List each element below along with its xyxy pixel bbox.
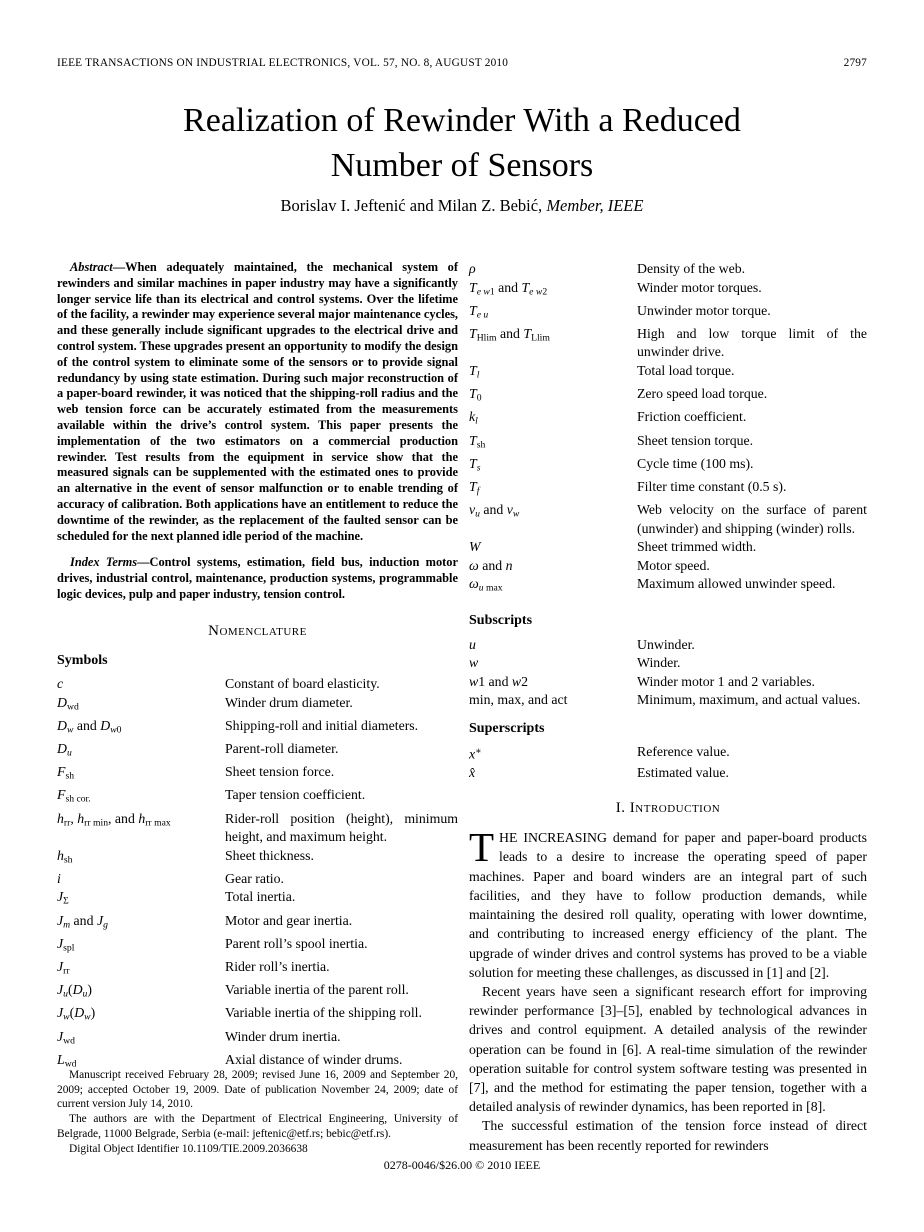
symbol-term: $J_u(D_u)$ — [57, 982, 92, 1000]
symbol-description: Density of the web. — [637, 261, 746, 276]
intro-paragraph-2: Recent years have seen a significant research effort for improving rewinder performance [3]–[5], enabled by technological advances in drives and control equipment. A detailed analysis of the rewinder operation can be found in [6]. A real-time simulation of the rewinder operation suitable for control system software testing was presented in [7], and the method for estimating the paper tension, together with a detailed analysis of rewinder dynamics, has been reported in [8]. — [469, 983, 867, 1115]
symbol-description: Taper tension coefficient. — [225, 787, 366, 803]
intro-paragraph-3: The successful estimation of the tension force instead of direct measurement has been recently reported for rewinders — [469, 1118, 867, 1153]
symbol-term: c — [57, 676, 64, 692]
symbol-term: $T_l$ — [469, 362, 480, 381]
symbol-term: $T_f$ — [469, 478, 480, 497]
subscript-description: Minimum, maximum, and actual values. — [637, 692, 861, 708]
drop-cap: T — [469, 824, 495, 871]
symbol-description: Unwinder motor torque. — [637, 302, 771, 318]
nomenclature-row — [469, 501, 867, 538]
left-column — [57, 260, 458, 1074]
symbol-description: Winder drum inertia. — [225, 1028, 341, 1044]
nomenclature-row — [469, 478, 867, 501]
nomenclature-row — [469, 691, 867, 710]
symbol-description: Motor and gear inertia. — [225, 912, 353, 928]
nomenclature-row — [57, 1004, 458, 1027]
index-terms-text: —Control systems, estimation, field bus, induction motor drives, industrial control, maintenance, production systems, programmable logic devices, pulp and paper industry, tension control. — [57, 555, 458, 601]
symbol-description: Sheet tension torque. — [637, 432, 754, 448]
symbol-description: Sheet thickness. — [225, 847, 314, 863]
subscripts-list — [469, 636, 867, 710]
subscript-term: u — [469, 636, 476, 652]
nomenclature-row — [57, 981, 458, 1004]
nomenclature-row — [57, 912, 458, 935]
symbol-description: Maximum allowed unwinder speed. — [637, 576, 836, 592]
nomenclature-row — [57, 740, 458, 763]
symbol-term: $J_m$ and $J_g$ — [57, 912, 108, 931]
nomenclature-row — [57, 786, 458, 809]
nomenclature-row — [469, 455, 867, 478]
journal-line: IEEE TRANSACTIONS ON INDUSTRIAL ELECTRONICS, VOL. 57, NO. 8, AUGUST 2010 — [57, 57, 509, 69]
page-number: 2797 — [843, 57, 867, 69]
superscript-description: Reference value. — [637, 743, 730, 759]
nomenclature-row — [57, 870, 458, 889]
symbol-description: Variable inertia of the parent roll. — [225, 982, 409, 998]
nomenclature-heading: Nomenclature — [208, 622, 307, 639]
symbol-term: $J_\Sigma$ — [57, 889, 69, 908]
superscript-term: x∗ — [469, 745, 482, 762]
running-head — [57, 57, 867, 69]
nomenclature-row — [57, 675, 458, 694]
symbol-term: $k_l$ — [469, 409, 478, 428]
nomenclature-row — [57, 717, 458, 740]
superscripts-list — [469, 743, 867, 782]
copyright-footer: 0278-0046/$26.00 © 2010 IEEE — [383, 1158, 541, 1172]
symbol-description: Web velocity on the surface of parent (unwinder) and shipping (winder) rolls. — [637, 502, 867, 536]
symbol-term: $D_{wd}$ — [57, 694, 79, 713]
section-title: Introduction — [629, 800, 721, 817]
nomenclature-row — [469, 654, 867, 673]
subscript-description: Winder. — [637, 655, 681, 671]
symbol-description: Variable inertia of the shipping roll. — [225, 1005, 422, 1021]
symbol-term: W — [469, 539, 481, 555]
nomenclature-row — [57, 1028, 458, 1051]
nomenclature-row — [469, 408, 867, 431]
subscripts-heading: Subscripts — [469, 613, 533, 629]
symbol-description: Parent roll’s spool inertia. — [225, 935, 368, 951]
intro-paragraph-1-text: HE INCREASING demand for paper and paper-board products leads to a desire to increase the operating speed of paper machines. Paper and board winders are an integral part of such facilities, and they have to follow production demands, while maintaining the desired roll quality, operating with lower downtime, and contributing to increased energy efficiency of the plant. The upgrade of winder drives and control systems has proved to be a viable solution for meeting these challenges, as discussed in [1] and [2]. — [469, 830, 867, 980]
symbol-term: $T_{e u}$ — [469, 302, 489, 321]
index-terms — [57, 555, 458, 602]
nomenclature-row — [469, 673, 867, 692]
author-names: Borislav I. Jeftenić and Milan Z. Bebić, — [280, 196, 547, 215]
subscript-description: Winder motor 1 and 2 variables. — [637, 673, 815, 689]
abstract-label: Abstract — [70, 260, 113, 274]
subscript-term: min, max, and act — [469, 692, 568, 708]
symbol-description: Shipping-roll and initial diameters. — [225, 717, 419, 733]
symbol-description: Total load torque. — [637, 362, 735, 378]
nomenclature-row — [469, 636, 867, 655]
symbol-description: Sheet trimmed width. — [637, 539, 757, 555]
symbol-term: $J_{spl}$ — [57, 935, 75, 954]
symbol-term: ω and n — [469, 557, 513, 573]
nomenclature-row — [469, 302, 867, 325]
symbol-term: $J_{wd}$ — [57, 1028, 75, 1047]
symbols-list-left — [57, 675, 458, 1074]
symbol-term: $v_u$ and $v_w$ — [469, 502, 520, 520]
nomenclature-row — [469, 279, 867, 302]
symbol-description: Parent-roll diameter. — [225, 741, 339, 757]
superscripts-heading: Superscripts — [469, 720, 545, 736]
symbols-list-right — [469, 260, 867, 598]
nomenclature-row — [469, 557, 867, 576]
nomenclature-row — [469, 575, 867, 598]
nomenclature-row — [469, 764, 867, 783]
intro-paragraph-1 — [469, 824, 867, 982]
symbol-term: $T_0$ — [469, 386, 482, 404]
symbol-description: Gear ratio. — [225, 870, 284, 886]
symbol-description: Filter time constant (0.5 s). — [637, 478, 787, 494]
symbol-description: Zero speed load torque. — [637, 386, 768, 402]
right-column — [469, 260, 867, 1155]
nomenclature-row — [469, 385, 867, 408]
title-line-1: Realization of Rewinder With a Reduced — [183, 102, 741, 139]
symbol-term: $h_{sh}$ — [57, 847, 73, 866]
symbol-description: Cycle time (100 ms). — [637, 455, 754, 471]
introduction-heading — [469, 799, 867, 818]
symbol-description: Winder motor torques. — [637, 279, 762, 295]
symbol-description: Axial distance of winder drums. — [225, 1051, 403, 1067]
subscript-term: w1 and w2 — [469, 673, 529, 689]
nomenclature-row — [57, 810, 458, 847]
symbol-term: $J_{rr}$ — [57, 958, 70, 977]
nomenclature-row — [57, 847, 458, 870]
symbol-description: Sheet tension force. — [225, 764, 335, 780]
index-terms-label: Index Terms — [70, 555, 138, 570]
subscript-term: w — [469, 655, 479, 671]
abstract — [57, 260, 458, 544]
symbol-description: Rider-roll position (height), minimum height, and maximum height. — [225, 810, 458, 845]
symbol-term: $F_{sh}$ — [57, 764, 75, 782]
symbol-term: $J_w(D_w)$ — [57, 1005, 96, 1024]
nomenclature-row — [57, 935, 458, 958]
author-line — [0, 196, 924, 216]
symbol-term: i — [57, 870, 61, 886]
symbols-heading: Symbols — [57, 652, 108, 668]
symbol-description: Friction coefficient. — [637, 409, 747, 425]
nomenclature-row — [57, 694, 458, 717]
nomenclature-row — [469, 538, 867, 557]
manuscript-history: Manuscript received February 28, 2009; revised June 16, 2009 and September 20, 2009; accepted October 19, 2009. Date of publication November 24, 2009; date of current version July 14, 2010. — [57, 1069, 458, 1111]
author-membership: Member, IEEE — [546, 196, 644, 215]
paper-title — [0, 98, 924, 188]
symbol-term: $T_{Hlim}$ and $T_{Llim}$ — [469, 325, 550, 344]
first-page-footnote — [57, 1068, 458, 1156]
symbol-term: $D_w$ and $D_{w0}$ — [57, 717, 122, 736]
nomenclature-row — [469, 432, 867, 455]
author-affiliation: The authors are with the Department of Electrical Engineering, University of Belgrade, 11000 Belgrade, Serbia (e-mail: jeftenic@etf.rs; bebic@etf.rs). — [57, 1113, 458, 1140]
symbol-description: Total inertia. — [225, 889, 296, 905]
nomenclature-row — [57, 763, 458, 786]
doi-line: Digital Object Identifier 10.1109/TIE.2009.2036638 — [69, 1142, 308, 1155]
symbol-description: Motor speed. — [637, 557, 710, 573]
subscript-description: Unwinder. — [637, 636, 695, 652]
title-line-2: Number of Sensors — [330, 147, 594, 184]
nomenclature-row — [469, 362, 867, 385]
abstract-text: —When adequately maintained, the mechanical system of rewinders and similar machines in paper industry may have a significantly longer service life than its electrical and control systems. Over the lifetime of the facility, a rewinder may experience several major maintenance cycles, and these generally include significant upgrades to the electrical drive and control system. These upgrades present an opportunity to modify the design of the control system to eliminate some of the sensors or to provide signal redundancy by using state estimation. During such major reconstruction of a paper-board rewinder, it was noticed that the shipping-roll radius and the web tension force can be accurately estimated from the measurements available within the drive’s control system. This paper presents the implementation of the two estimators on a commercial production rewinder. Test results from the equipment in service show that the measured signals can be supplemented with the estimated ones to provide an alternative in the event of sensor malfunction or to enable trending of accuracy of calibration. Both applications have an entitlement to reduce the downtime of the rewinder, as the replacement of the faulted sensor can be scheduled for the next planned idle period of the machine. — [57, 260, 458, 543]
superscript-term: x̂ — [469, 764, 476, 780]
symbol-term: $\omega_{u max}$ — [469, 576, 503, 594]
symbol-description: Winder drum diameter. — [225, 694, 353, 710]
nomenclature-row — [57, 958, 458, 981]
symbol-description: Rider roll’s inertia. — [225, 958, 330, 974]
symbol-term: $T_{e w1}$ and $T_{e w2}$ — [469, 279, 548, 298]
nomenclature-row — [469, 325, 867, 362]
nomenclature-row — [57, 888, 458, 911]
symbol-term: ρ — [469, 261, 476, 276]
nomenclature-row — [469, 260, 867, 279]
superscript-description: Estimated value. — [637, 764, 729, 780]
symbol-term: $L_{wd}$ — [57, 1051, 77, 1070]
section-number: I. — [615, 800, 626, 817]
symbol-term: $T_{sh}$ — [469, 432, 486, 451]
symbol-term: $h_{rr}$, $h_{rr min}$, and $h_{rr max}$ — [57, 810, 171, 829]
symbol-term: $D_u$ — [57, 741, 72, 759]
nomenclature-row — [469, 743, 867, 764]
symbol-term: $T_s$ — [469, 455, 481, 474]
symbol-term: $F_{sh cor.}$ — [57, 787, 91, 806]
symbol-description: Constant of board elasticity. — [225, 676, 380, 692]
symbol-description: High and low torque limit of the unwinder drive. — [637, 325, 867, 360]
